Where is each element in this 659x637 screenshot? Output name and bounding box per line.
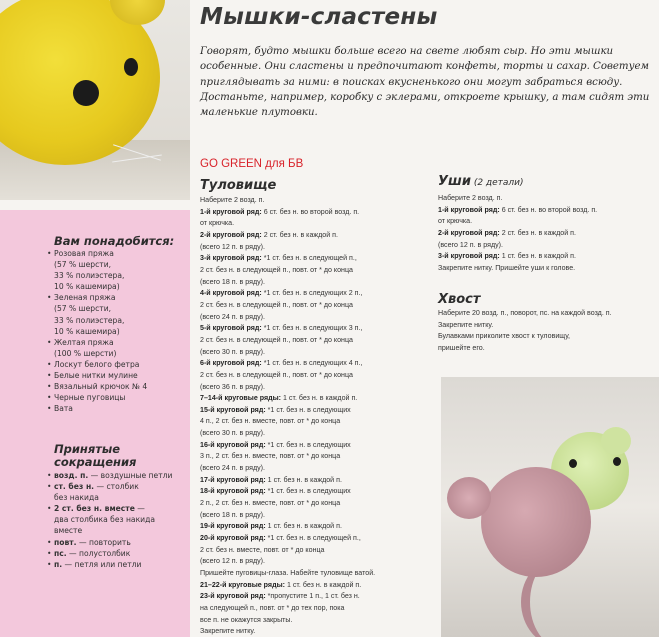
- ears-line: от крючка.: [438, 217, 473, 226]
- body-line: 21–22-й круговые ряды: 1 ст. без н. в каждой п.: [200, 580, 362, 589]
- material-item: • Желтая пряжа: [54, 337, 147, 348]
- material-item: • Зеленая пряжа: [54, 292, 147, 303]
- intro-text: Говорят, будто мышки больше всего на свете любят сыр. Но эти мышки особенные. Они сластены и предпочитают конфеты, торты и сахар. Советуем приглядывать за ними: в поисках вкусненького они могут забраться всюду. Достаньте, например, коробку с эклерами, откроете крышку, а там сидят эти маленькие плутовки.: [200, 46, 650, 119]
- body-line: 5-й круговой ряд: *1 ст. без н. в следующих 3 п.,: [200, 324, 363, 333]
- body-line: 20-й круговой ряд: *1 ст. без н. в следующей п.,: [200, 534, 361, 543]
- body-line: Пришейте пуговицы-глаза. Набейте туловище ватой.: [200, 569, 376, 577]
- ears-line: 2-й круговой ряд: 2 ст. без н. в каждой п.: [438, 228, 576, 237]
- materials-heading: Вам понадобится:: [54, 234, 175, 248]
- yellow-mouse-photo: [0, 0, 190, 200]
- body-line: 3-й круговой ряд: *1 ст. без н. в следующей п.,: [200, 254, 357, 263]
- tail-line: Закрепите нитку.: [438, 320, 494, 329]
- material-item: 33 % полиэстера,: [54, 315, 125, 325]
- material-item: • Лоскут белого фетра: [54, 359, 147, 370]
- ears-line: 1-й круговой ряд: 6 ст. без н. во второй возд. п.: [438, 205, 598, 214]
- material-item: • Розовая пряжа: [54, 248, 147, 259]
- body-line: 2-й круговой ряд: 2 ст. без н. в каждой п.: [200, 230, 338, 239]
- material-item: 10 % кашемира): [54, 326, 120, 336]
- body-line: (всего 24 п. в ряду).: [200, 312, 266, 321]
- materials-list: [54, 248, 147, 414]
- body-line: 2 ст. без н. в следующей п., повт. от * до конца: [200, 265, 353, 274]
- go-green-label: GO GREEN для БВ: [200, 158, 304, 170]
- ears-line: Закрепите нитку. Пришейте уши к голове.: [438, 263, 576, 272]
- abbreviation-item: вместе: [54, 526, 83, 536]
- body-line: 2 ст. без н. в следующей п., повт. от * до конца: [200, 335, 353, 344]
- mouse-eye: [124, 58, 138, 76]
- pink-mouse: [481, 467, 591, 577]
- body-line: Закрепите нитку.: [200, 627, 256, 636]
- body-heading: Туловище: [200, 178, 277, 193]
- pink-mouse-ear: [447, 477, 491, 519]
- abbreviations-heading-2: сокращения: [54, 455, 137, 469]
- body-line: от крючка.: [200, 219, 235, 228]
- mouse-eye: [73, 80, 99, 106]
- ears-heading: Уши (2 детали): [438, 174, 524, 189]
- body-line: 4-й круговой ряд: *1 ст. без н. в следующих 2 п.,: [200, 289, 363, 298]
- ears-line: 3-й круговой ряд: 1 ст. без н. в каждой п.: [438, 252, 576, 261]
- body-line: (всего 18 п. в ряду).: [200, 510, 266, 519]
- ears-instructions: [438, 193, 597, 275]
- abbreviation-item: • п. — петля или петли: [54, 559, 172, 570]
- body-line: (всего 30 п. в ряду).: [200, 347, 266, 356]
- abbreviation-item: • пс. — полустолбик: [54, 548, 172, 559]
- body-line: на следующей п., повт. от * до тех пор, пока: [200, 603, 345, 612]
- body-line: 19-й круговой ряд: 1 ст. без н. в каждой п.: [200, 522, 342, 531]
- abbreviation-item: без накида: [54, 493, 99, 503]
- green-mouse-eye: [569, 459, 577, 468]
- body-line: 15-й круговой ряд: *1 ст. без н. в следующих: [200, 405, 351, 414]
- body-line: все п. не окажутся закрыты.: [200, 615, 293, 624]
- materials-sidebar: [0, 210, 190, 637]
- body-line: 4 п., 2 ст. без н. вместе, повт. от * до конца: [200, 417, 341, 426]
- material-item: (100 % шерсти): [54, 348, 117, 358]
- abbreviation-item: • ст. без н. — столбик: [54, 481, 172, 492]
- green-mouse-ear: [601, 427, 631, 455]
- body-line: 16-й круговой ряд: *1 ст. без н. в следующих: [200, 440, 351, 449]
- body-line: (всего 12 п. в ряду).: [200, 557, 266, 566]
- tail-line: пришейте его.: [438, 343, 485, 352]
- page-title: Мышки-сластены: [200, 4, 438, 30]
- tail-instructions: [438, 308, 612, 355]
- material-item: • Вата: [54, 403, 147, 414]
- body-line: 2 п., 2 ст. без н. вместе, повт. от * до конца: [200, 499, 341, 508]
- abbreviation-item: два столбика без накида: [54, 515, 156, 525]
- body-line: 3 п., 2 ст. без н. вместе, повт. от * до конца: [200, 452, 341, 461]
- body-line: 2 ст. без н. вместе, повт. от * до конца: [200, 545, 325, 554]
- material-item: • Черные пуговицы: [54, 392, 147, 403]
- material-item: 10 % кашемира): [54, 282, 120, 292]
- abbreviation-item: • 2 ст. без н. вместе —: [54, 503, 172, 514]
- tail-line: Булавками приколите хвост к туловищу,: [438, 332, 571, 341]
- tail-heading: Хвост: [438, 292, 481, 307]
- body-line: (всего 30 п. в ряду).: [200, 429, 266, 438]
- material-item: (57 % шерсти,: [54, 304, 112, 314]
- ears-line: Наберите 2 возд. п.: [438, 194, 503, 202]
- material-item: 33 % полиэстера,: [54, 271, 125, 281]
- body-line: (всего 12 п. в ряду).: [200, 242, 266, 251]
- abbreviations-list: [54, 470, 172, 570]
- body-line: (всего 36 п. в ряду).: [200, 382, 266, 391]
- body-line: 1-й круговой ряд: 6 ст. без н. во второй возд. п.: [200, 207, 360, 216]
- body-line: (всего 24 п. в ряду).: [200, 464, 266, 473]
- material-item: • Белые нитки мулине: [54, 370, 147, 381]
- body-line: 7–14-й круговые ряды: 1 ст. без н. в каждой п.: [200, 394, 358, 403]
- body-line: 17-й круговой ряд: 1 ст. без н. в каждой п.: [200, 475, 342, 484]
- material-item: (57 % шерсти,: [54, 260, 112, 270]
- body-line: (всего 18 п. в ряду).: [200, 277, 266, 286]
- body-line: 2 ст. без н. в следующей п., повт. от * до конца: [200, 370, 353, 379]
- abbreviations-heading-1: Принятые: [54, 442, 121, 456]
- abbreviation-item: • повт. — повторить: [54, 537, 172, 548]
- body-instructions: [200, 195, 375, 637]
- two-mice-photo: [441, 377, 659, 637]
- body-line: 18-й круговой ряд: *1 ст. без н. в следующих: [200, 487, 351, 496]
- body-line: Наберите 2 возд. п.: [200, 196, 265, 204]
- body-line: 23-й круговой ряд: *пропустите 1 п., 1 ст. без н.: [200, 592, 360, 601]
- green-mouse-eye: [613, 457, 621, 466]
- tail-line: Наберите 20 возд. п., поворот, пс. на каждой возд. п.: [438, 309, 612, 317]
- abbreviation-item: • возд. п. — воздушные петли: [54, 470, 172, 481]
- body-line: 2 ст. без н. в следующей п., повт. от * до конца: [200, 300, 353, 309]
- ears-line: (всего 12 п. в ряду).: [438, 240, 504, 249]
- body-line: 6-й круговой ряд: *1 ст. без н. в следующих 4 п.,: [200, 359, 363, 368]
- material-item: • Вязальный крючок № 4: [54, 381, 147, 392]
